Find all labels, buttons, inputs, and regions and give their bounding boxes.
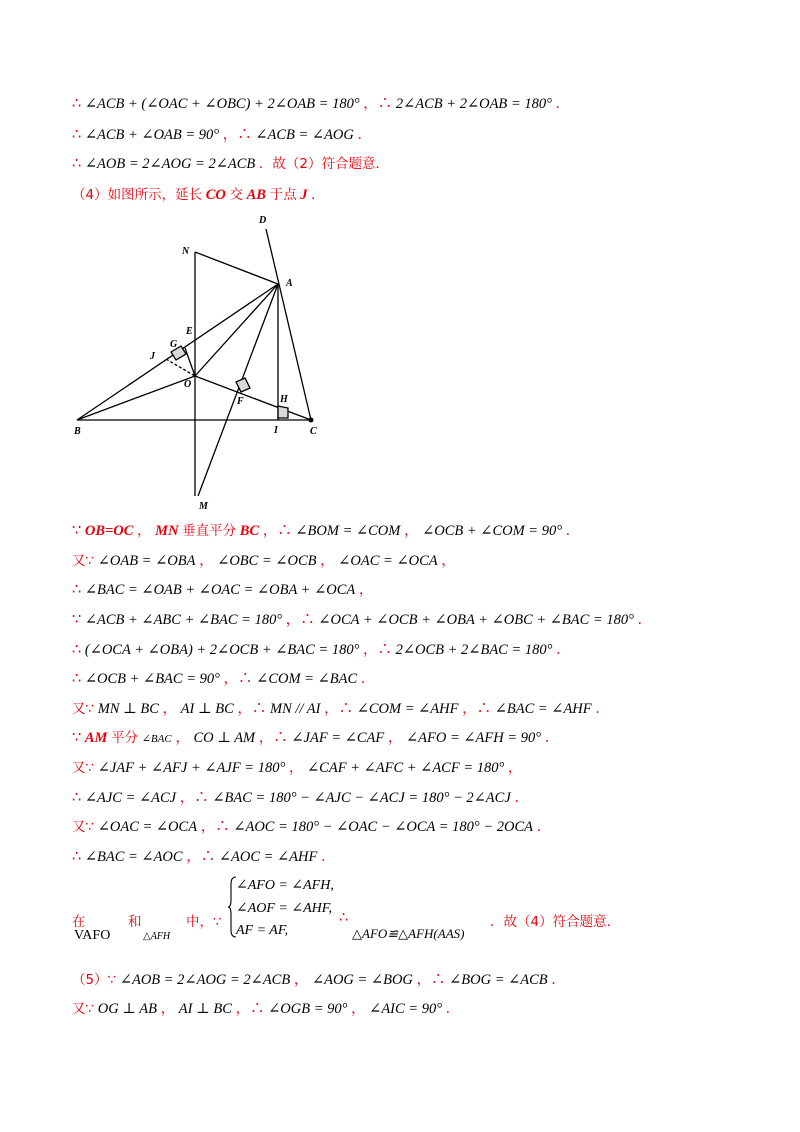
- equation: ∠OBC = ∠OCB: [217, 553, 317, 569]
- equation: ∠ACB = ∠AOG: [255, 127, 354, 143]
- label-E: E: [186, 326, 193, 337]
- connector: ，∴: [285, 612, 315, 628]
- proof-line-13: [72, 758, 522, 778]
- segment-name: CO: [205, 187, 226, 203]
- proof-line-1: [72, 94, 570, 114]
- punct: ，: [387, 730, 403, 746]
- therefore-symbol: ∴: [72, 790, 82, 806]
- segment-name: MN: [155, 523, 179, 539]
- label-B: B: [74, 426, 81, 437]
- equation: ∠OGB = 90°: [268, 1001, 348, 1017]
- proof-line-9: [72, 640, 571, 660]
- proof-line-11: [72, 699, 610, 719]
- proof-line-5: [72, 521, 580, 541]
- punct: ，: [403, 523, 419, 539]
- connector: ，∴: [258, 730, 288, 746]
- point-C-dot: [309, 418, 314, 423]
- segment-DC: [266, 229, 311, 420]
- equation: AI ⊥ BC: [178, 1001, 232, 1017]
- equation: ∠BAC = ∠AHF: [494, 701, 592, 717]
- punct: ．: [536, 819, 552, 835]
- equation: (∠OCA + ∠OBA) + 2∠OCB + ∠BAC = 180°: [84, 642, 360, 658]
- segment-GO: [185, 348, 195, 376]
- proof-line-14: [72, 788, 529, 808]
- connector: 又∵: [72, 760, 95, 776]
- connector: 又∵: [72, 1001, 95, 1017]
- right-angle-H: [278, 406, 288, 418]
- text: 在: [72, 914, 86, 930]
- label-H: H: [280, 394, 288, 405]
- punct: ．: [556, 642, 571, 658]
- segment-JO-dashed: [166, 359, 195, 376]
- geometry-figure: [66, 212, 336, 512]
- text: 交: [229, 187, 243, 203]
- punct: ．: [551, 972, 566, 988]
- punct: ，: [162, 701, 178, 717]
- because-symbol: ∵: [72, 612, 82, 628]
- connector: ，∴: [324, 701, 354, 717]
- punct: ．: [565, 523, 581, 539]
- label-F: F: [237, 396, 244, 407]
- punct: ，: [351, 1001, 366, 1017]
- proof-line-10: [72, 669, 375, 689]
- therefore-symbol: ∴: [72, 642, 82, 658]
- equation: ∠AOB = 2∠AOG = 2∠ACB: [84, 156, 256, 172]
- system-eq-2: ∠AOF = ∠AHF,: [236, 901, 333, 916]
- punct: ，: [358, 582, 374, 598]
- punct: ．: [311, 187, 325, 203]
- equation: MN // AI: [270, 701, 321, 717]
- punct: ，: [507, 760, 523, 776]
- triangle-name: VAFO: [74, 928, 111, 943]
- connector: ，∴: [186, 849, 216, 865]
- proof-line-12: [72, 728, 559, 749]
- proof-line-15: [72, 817, 551, 837]
- punct: ，: [160, 1001, 176, 1017]
- congruence-statement: △AFO≌△AFH(AAS): [352, 926, 465, 941]
- therefore-symbol: ∴: [72, 849, 82, 865]
- connector: ，∴: [222, 127, 252, 143]
- therefore-symbol: ∴: [72, 671, 82, 687]
- punct: ．: [445, 1001, 461, 1017]
- segment-NA: [195, 252, 278, 284]
- equation: 2∠ACB + 2∠OAB = 180°: [395, 96, 552, 112]
- label-O: O: [184, 379, 192, 390]
- connector: ，∴: [200, 819, 230, 835]
- step-heading: （4）如图所示，延长: [72, 187, 203, 203]
- equation: ∠BAC = ∠OAB + ∠OAC = ∠OBA + ∠OCA: [84, 582, 356, 598]
- punct: ．: [595, 701, 610, 717]
- punct: ，: [288, 760, 304, 776]
- proof-line-3: [72, 154, 389, 174]
- equation: ∠OAB = ∠OBA: [97, 553, 196, 569]
- label-J: J: [150, 351, 155, 362]
- text: 中，∵: [186, 914, 222, 930]
- text: 平分: [111, 730, 139, 746]
- system-eq-3: AF = AF,: [236, 923, 289, 938]
- connector: ，∴: [235, 1001, 265, 1017]
- equation: ∠AOG = ∠BOG: [311, 972, 413, 988]
- equation: ∠CAF + ∠AFC + ∠ACF = 180°: [307, 760, 505, 776]
- equation: ∠OCB + ∠COM = 90°: [422, 523, 562, 539]
- equation: ∠OAC = ∠OCA: [97, 819, 198, 835]
- connector: 又∵: [72, 819, 95, 835]
- equation: ∠AOC = ∠AHF: [218, 849, 318, 865]
- equation: ∠ACB + ∠OAB = 90°: [84, 127, 220, 143]
- equation: ∠COM = ∠BAC: [256, 671, 358, 687]
- connector: ，∴: [223, 671, 253, 687]
- because-symbol: ∵: [72, 523, 82, 539]
- proof-line-18: [72, 970, 566, 990]
- equation: ∠AFO = ∠AFH = 90°: [406, 730, 542, 746]
- punct: ．: [357, 127, 373, 143]
- equation: 2∠OCB + 2∠BAC = 180°: [395, 642, 553, 658]
- equation: ∠JAF + ∠AFJ + ∠AJF = 180°: [97, 760, 286, 776]
- punct: ，: [199, 553, 214, 569]
- segment-OC: [195, 376, 311, 420]
- punct: ，: [441, 553, 456, 569]
- conclusion-text: ．故（4）符合题意．: [490, 914, 621, 930]
- label-C: C: [310, 426, 317, 437]
- label-I: I: [274, 425, 278, 436]
- proof-line-6: [72, 551, 456, 571]
- therefore-symbol: ∴: [72, 582, 82, 598]
- label-M: M: [199, 501, 208, 512]
- equation: ∠AJC = ∠ACJ: [84, 790, 177, 806]
- equation: ∠BOM = ∠COM: [295, 523, 401, 539]
- equation: AI ⊥ BC: [180, 701, 234, 717]
- equation: ∠OAC = ∠OCA: [338, 553, 438, 569]
- segment-BO: [77, 376, 195, 420]
- equation: ∠BAC = ∠AOC: [84, 849, 183, 865]
- proof-line-8: [72, 610, 652, 630]
- equation: OG ⊥ AB: [97, 1001, 158, 1017]
- punct: ．: [544, 730, 560, 746]
- text: 于点: [269, 187, 297, 203]
- punct: ．: [555, 96, 570, 112]
- proof-line-19: [72, 999, 460, 1019]
- segment-name: AB: [246, 187, 266, 203]
- punct: ．: [514, 790, 529, 806]
- connector: ，∴: [416, 972, 446, 988]
- therefore-symbol: ∴: [339, 910, 349, 926]
- proof-line-16: [72, 847, 336, 867]
- proof-line-7: [72, 580, 373, 600]
- text: 和: [128, 914, 142, 930]
- therefore-symbol: ∴: [72, 127, 82, 143]
- equation: CO ⊥ AM: [193, 730, 256, 746]
- equation: ∠BOG = ∠ACB: [449, 972, 548, 988]
- connector: ，∴: [462, 701, 492, 717]
- therefore-symbol: ∴: [72, 96, 82, 112]
- punct: ．: [321, 849, 336, 865]
- equation: ∠AOC = 180° − ∠OAC − ∠OCA = 180° − 2OCA: [233, 819, 534, 835]
- connector: ，∴: [237, 701, 267, 717]
- step-heading: （5）∵: [72, 972, 117, 988]
- equation: ∠OCB + ∠BAC = 90°: [84, 671, 220, 687]
- punct: ，: [175, 730, 190, 746]
- label-D: D: [259, 215, 267, 226]
- therefore-symbol: ∴: [72, 156, 82, 172]
- equation: ∠BAC: [141, 733, 172, 745]
- equation: ∠BAC = 180° − ∠AJC − ∠ACJ = 180° − 2∠ACJ: [212, 790, 511, 806]
- punct: ，: [137, 523, 152, 539]
- system-eq-1: ∠AFO = ∠AFH,: [236, 878, 334, 893]
- segment-OA: [195, 284, 278, 376]
- text: 垂直平分: [182, 523, 237, 539]
- because-symbol: ∵: [72, 730, 82, 746]
- label-N: N: [182, 246, 190, 257]
- equation: ∠JAF = ∠CAF: [291, 730, 385, 746]
- equation: ∠AIC = 90°: [369, 1001, 443, 1017]
- segment-name: AM: [84, 730, 108, 746]
- label-G: G: [170, 339, 178, 350]
- equation: ∠ACB + ∠ABC + ∠BAC = 180°: [84, 612, 283, 628]
- equation: ∠ACB + (∠OAC + ∠OBC) + 2∠OAB = 180°: [84, 96, 360, 112]
- point-name: J: [300, 187, 308, 203]
- equation: ∠COM = ∠AHF: [356, 701, 459, 717]
- connector: 又∵: [72, 701, 95, 717]
- connector: ，∴: [363, 642, 392, 658]
- triangle-name: △AFH: [143, 931, 171, 942]
- equation: ∠AOB = 2∠AOG = 2∠ACB: [119, 972, 291, 988]
- punct: ．: [637, 612, 653, 628]
- punct: ．: [360, 671, 376, 687]
- proof-line-2: [72, 125, 372, 145]
- punct: ，: [293, 972, 309, 988]
- connector: ，∴: [179, 790, 209, 806]
- conclusion-text: ．故（2）符合题意．: [258, 156, 389, 172]
- connector: 又∵: [72, 553, 95, 569]
- label-A: A: [286, 278, 293, 289]
- connector: ，∴: [262, 523, 292, 539]
- connector: ，∴: [363, 96, 393, 112]
- equation: OB=OC: [84, 523, 134, 539]
- equation: ∠OCA + ∠OCB + ∠OBA + ∠OBC + ∠BAC = 180°: [318, 612, 634, 628]
- proof-line-4: [72, 185, 325, 205]
- segment-AM: [198, 284, 278, 496]
- segment-name: BC: [239, 523, 260, 539]
- equation: MN ⊥ BC: [97, 701, 159, 717]
- punct: ，: [320, 553, 335, 569]
